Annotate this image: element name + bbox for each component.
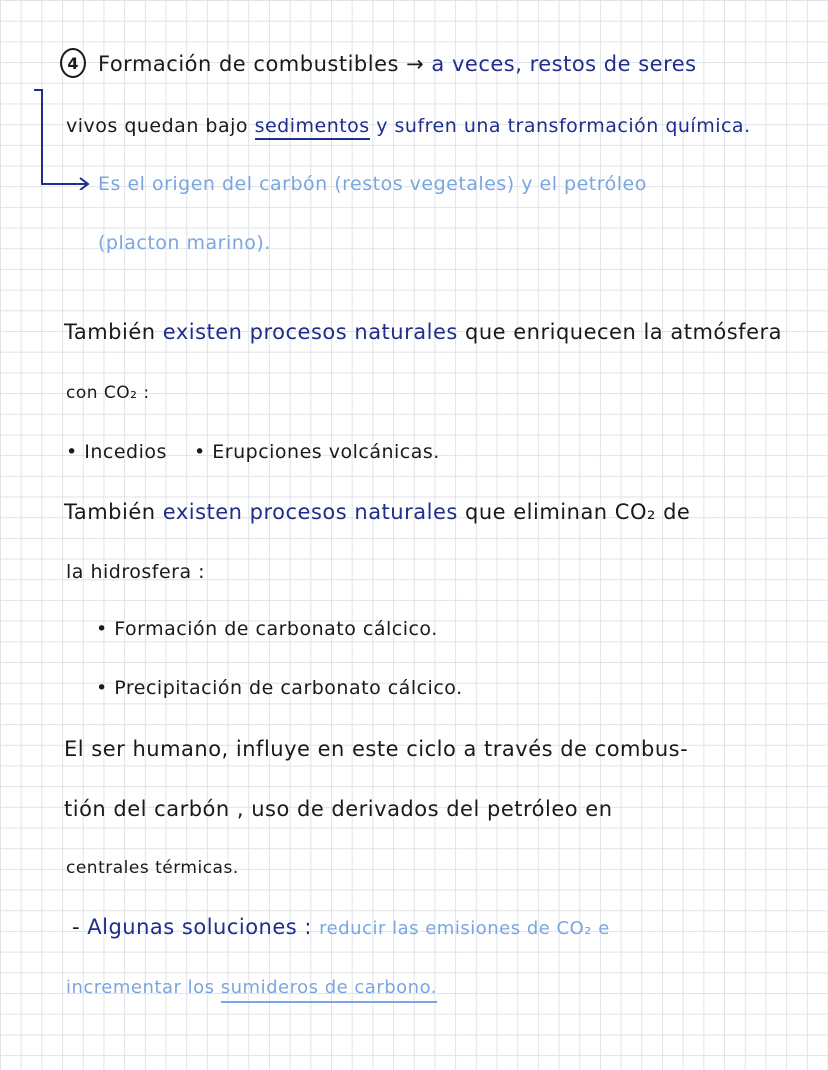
paragraph-enrich: [64, 320, 782, 344]
item-number-badge: 4: [60, 48, 86, 78]
p2-blue: existen procesos naturales: [162, 500, 458, 524]
solutions-label: Algunas soluciones :: [87, 915, 312, 939]
bracket-arrow-icon: [30, 88, 100, 190]
bullet-icon: •: [66, 441, 78, 463]
bullet-precipitacion: [96, 677, 463, 699]
p1-line2: con CO₂ :: [66, 383, 150, 403]
solutions-line1: [72, 915, 610, 939]
p3-line3: centrales térmicas.: [66, 858, 239, 878]
origin-note-line1: Es el origen del carbón (restos vegetales) y el petróleo: [98, 173, 647, 195]
bullet-formacion: [96, 618, 438, 640]
bullet-icon: •: [96, 618, 108, 640]
line2-pre: vivos quedan bajo: [66, 115, 249, 137]
heading-line: [98, 52, 697, 76]
paragraph-eliminate: [64, 500, 690, 524]
p1-start: También: [64, 320, 156, 344]
origin-note-line2: (placton marino).: [98, 232, 271, 254]
p3-line1: El ser humano, influye en este ciclo a través de combus-: [64, 737, 689, 761]
p2-rest: eliminan CO₂ de: [513, 500, 691, 524]
line2-post: y sufren una transformación química.: [376, 115, 751, 137]
bullet-incendios: Incedios: [84, 441, 167, 463]
p3-line2: tión del carbón , uso de derivados del petróleo en: [64, 797, 613, 821]
solutions-line2: [66, 977, 437, 998]
bullet-icon: •: [194, 441, 206, 463]
p2-line2: la hidrosfera :: [66, 561, 206, 583]
solutions-text1: reducir las emisiones de CO₂ e: [319, 918, 610, 939]
bullet-precipitacion-text: Precipitación de carbonato cálcico.: [114, 677, 463, 699]
p2-mid: que: [465, 500, 507, 524]
right-arrow-icon: →: [406, 52, 425, 76]
p1-mid: que: [465, 320, 507, 344]
heading-rest: a veces, restos de seres: [431, 52, 697, 76]
bullet-list-enrich: [66, 441, 440, 463]
p2-start: También: [64, 500, 156, 524]
p1-blue: existen procesos naturales: [162, 320, 458, 344]
p1-rest: enriquecen la atmósfera: [513, 320, 782, 344]
sedimentos-underlined: sedimentos: [255, 115, 370, 140]
heading-continuation: [66, 115, 751, 137]
sumideros-underlined: sumideros de carbono.: [221, 977, 437, 1003]
solutions-text2-pre: incrementar los: [66, 977, 215, 998]
solutions-dash: -: [72, 915, 81, 939]
bullet-erupciones: Erupciones volcánicas.: [212, 441, 440, 463]
bullet-icon: •: [96, 677, 108, 699]
heading-title: Formación de combustibles: [98, 52, 399, 76]
bullet-formacion-text: Formación de carbonato cálcico.: [114, 618, 438, 640]
